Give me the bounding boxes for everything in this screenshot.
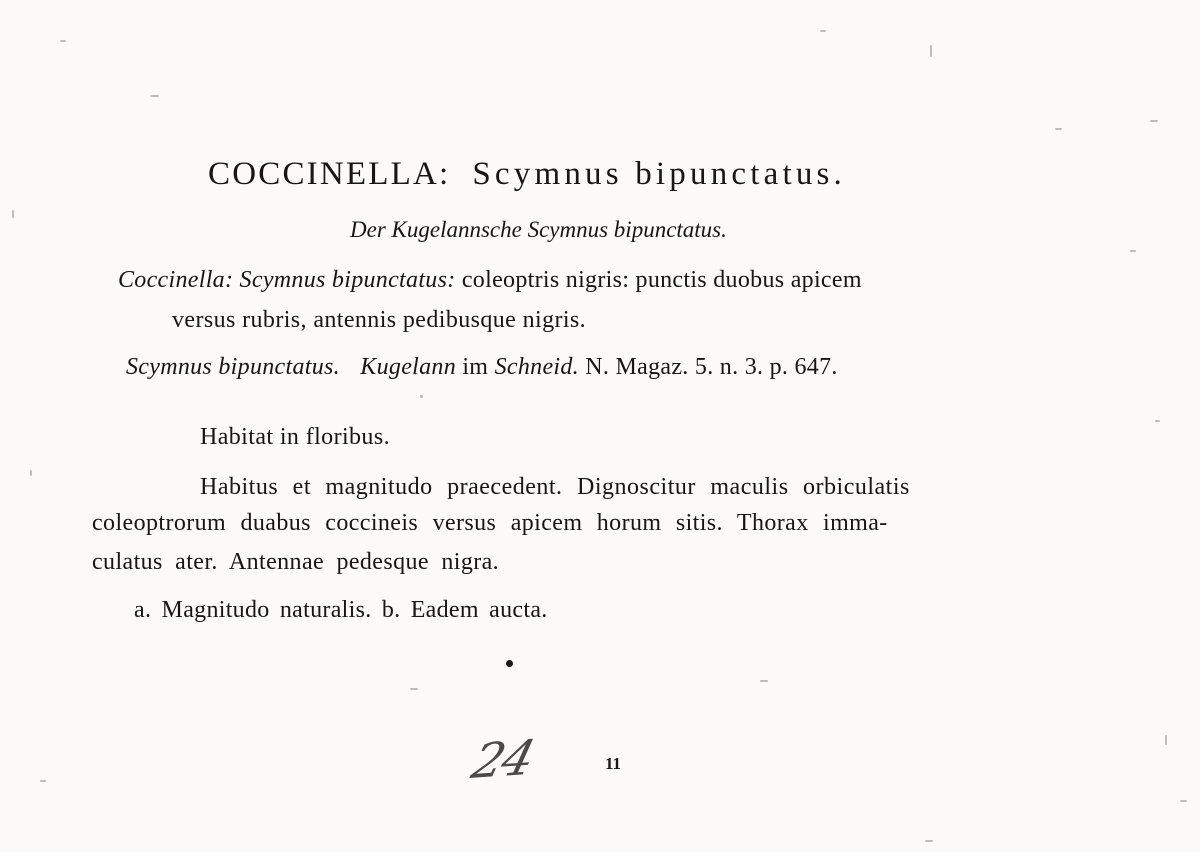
title-species: Scymnus bipunctatus. xyxy=(472,156,847,192)
reference-author: Kugelann xyxy=(360,354,457,380)
paper-speck xyxy=(1130,250,1136,252)
reference-mid: im xyxy=(462,354,489,380)
page-number: 11 xyxy=(605,754,622,773)
paragraph-line-2: coleoptrorum duabus coccineis versus apicem horum sitis. Thorax imma- xyxy=(92,510,888,536)
paper-speck xyxy=(40,780,46,782)
paper-speck xyxy=(420,395,423,398)
description-line-2: versus rubris, antennis pedibusque nigris. xyxy=(172,307,587,333)
ink-dot xyxy=(506,660,513,667)
title-genus: COCCINELLA: xyxy=(208,156,451,192)
paper-speck xyxy=(30,470,32,476)
paragraph-line-1: Habitus et magnitudo praecedent. Dignoscitur maculis orbiculatis xyxy=(200,474,910,500)
paper-speck xyxy=(1055,128,1062,130)
paper-speck xyxy=(1150,120,1158,122)
paper-speck xyxy=(60,40,66,42)
reference-details: N. Magaz. 5. n. 3. p. 647. xyxy=(585,354,838,380)
paper-speck xyxy=(1165,735,1167,745)
habitat-line: Habitat in floribus. xyxy=(200,424,390,450)
paper-speck xyxy=(820,30,826,32)
paper-speck xyxy=(925,840,933,842)
paper-speck xyxy=(760,680,768,682)
paper-speck xyxy=(12,210,14,218)
figure-legend: a. Magnitudo naturalis. b. Eadem aucta. xyxy=(134,597,548,623)
paper-speck xyxy=(1180,800,1187,802)
paper-speck xyxy=(150,95,159,97)
paper-speck xyxy=(410,688,418,690)
handwritten-number: 24 xyxy=(466,730,539,790)
description-text: coleoptris nigris: punctis duobus apicem xyxy=(461,267,862,293)
paper-speck xyxy=(1155,420,1160,422)
reference-name: Scymnus bipunctatus. xyxy=(126,354,340,380)
reference-line xyxy=(126,354,838,381)
paper-speck xyxy=(930,45,932,57)
reference-journal: Schneid. xyxy=(494,354,579,380)
subtitle: Der Kugelannsche Scymnus bipunctatus. xyxy=(350,217,727,242)
description-line-1 xyxy=(118,267,862,294)
page-title xyxy=(208,156,846,193)
description-name: Coccinella: Scymnus bipunctatus: xyxy=(118,267,456,293)
paragraph-line-3: culatus ater. Antennae pedesque nigra. xyxy=(92,549,500,575)
